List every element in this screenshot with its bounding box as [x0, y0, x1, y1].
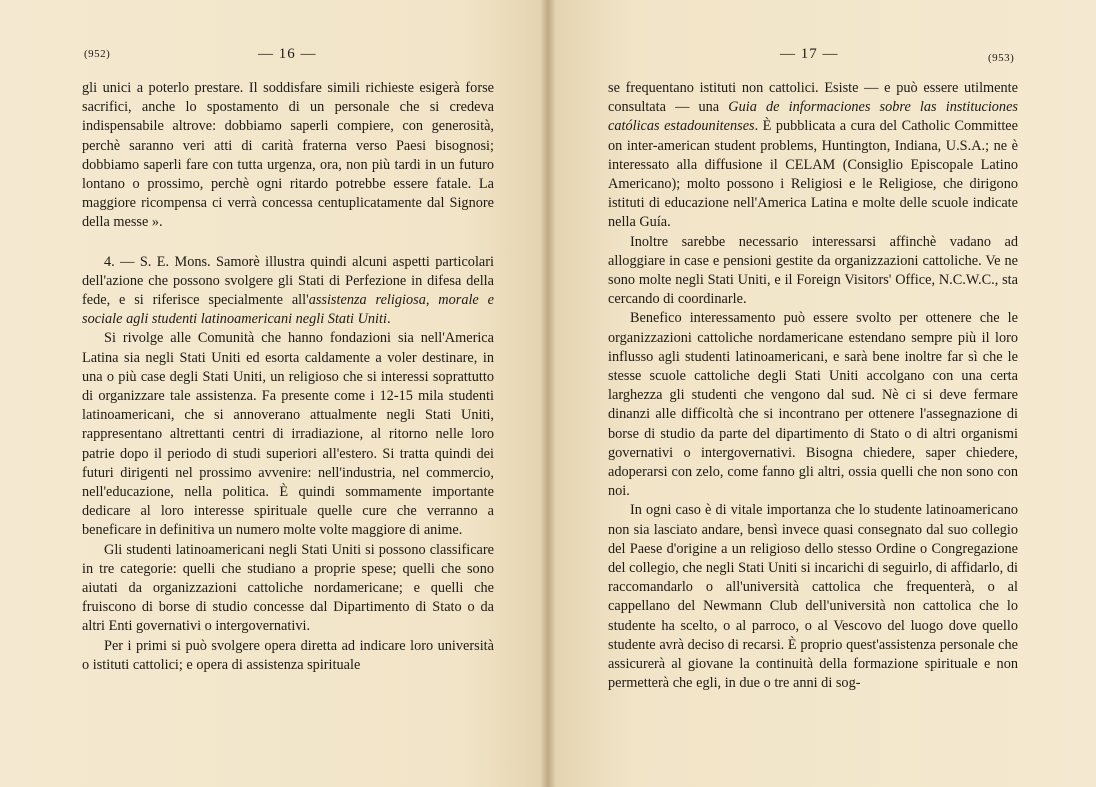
- paragraph: Inoltre sarebbe necessario interessarsi affinchè vadano ad alloggiare in case e pensioni gestite da organizzazioni cattoliche. Ve ne sono molte negli Stati Uniti, e il Foreign Visitors' Office, N.C.W.C., sta cercando di coordinarle.: [608, 233, 1018, 308]
- left-page-number: — 16 —: [258, 46, 317, 62]
- paragraph-text: . È pubblicata a cura del Catholic Committee on inter-american student problems, Huntington, Indiana, U.S.A.; ne è interessato alla diffusione il CELAM (Consiglio Episcopale Latino Americano); molto possono i Religiosi e le Religiose, che dirigono istituti di educazione nell'America Latina e molte delle scuole indicate nella Guía.: [608, 118, 1018, 231]
- paragraph: Gli studenti latinoamericani negli Stati Uniti si possono classificare in tre categorie: quelli che studiano a proprie spese; quelli che sono aiutati da organizzazioni cattoliche nordamericane; e quelli che fruiscono di borse di studio concesse dal Dipartimento di Stato o da altri Enti governativi o intergovernativi.: [82, 541, 494, 635]
- book-gutter: [540, 0, 556, 787]
- right-page-text: [608, 79, 1018, 694]
- left-page-text: [82, 79, 494, 675]
- paragraph: Si rivolge alle Comunità che hanno fondazioni sia nell'America Latina sia negli Stati Uniti ed esorta caldamente a voler destinare, in una o più case degli Stati Uniti, un religioso che si interessi soprattutto di organizzare tale assistenza. Fa presente come i 12-15 mila studenti latinoamericani, che si annoverano attualmente negli Stati Uniti, rappresentano altrettanti centri di irradiazione, al ritorno nelle loro patrie dopo il periodo di studi superiori all'estero. Si tratta quindi dei futuri dirigenti nel prossimo avvenire: nell'industria, nel commercio, nell'educazione, nella politica. È quindi sommamente importante dedicare al loro interesse spirituale quelle cure che verranno a beneficare in definitiva un numero molte volte maggiore di anime.: [82, 330, 494, 539]
- paragraph: [608, 79, 1018, 233]
- paragraph-text: 4. — S. E. Mons. Samorè illustra quindi alcuni aspetti particolari dell'azione che possono svolgere gli Stati di Perfezione in difesa della fede, e si riferisce specialmente all': [82, 253, 494, 309]
- left-source-page-number: (952): [84, 48, 111, 60]
- italic-title: Guia de informaciones sobre las instituciones católicas estadounitenses: [608, 99, 1018, 135]
- paragraph: [82, 253, 494, 330]
- paragraph: In ogni caso è di vitale importanza che lo studente latinoamericano non sia lasciato andare, bensì invece quasi consegnato dal suo collegio del Paese d'origine a un religioso dello stesso Ordine o Congregazione del collegio, che negli Stati Uniti si incarichi di seguirlo, di affidarlo, di raccomandarlo o all'università cattolica che frequenterà, o al cappellano del Newmann Club dell'università non cattolica che lo studente ha scelto, o al parroco, o al Vescovo del luogo dove quello studente avrà deciso di recarsi. È proprio quest'assistenza personale che assicurerà al giovane la continuità della formazione spirituale e non permetterà che egli, in due o tre anni di sog-: [608, 502, 1018, 692]
- right-source-page-number: (953): [988, 52, 1015, 64]
- paragraph-tail: .: [386, 311, 391, 328]
- paragraph-text: se frequentano istituti non cattolici. Esiste — e può essere utilmente consultata — una: [608, 80, 1018, 116]
- right-page: [548, 0, 1096, 787]
- italic-phrase: assistenza religiosa, morale e sociale agli studenti latinoamericani negli Stati Uniti: [82, 292, 494, 328]
- right-page-number: — 17 —: [780, 46, 839, 62]
- paragraph: Per i primi si può svolgere opera diretta ad indicare loro università o istituti cattolici; e opera di assistenza spirituale: [82, 637, 494, 673]
- paragraph: gli unici a poterlo prestare. Il soddisfare simili richieste esigerà forse sacrifici, anche lo spostamento di un personale che si credeva indispensabile altrove: dobbiamo saperli compiere, con generosità, perchè saranno veri atti di carità fraterna verso Paesi bisognosi; dobbiamo saperli fare con tutta urgenza, ora, non più tardi in un futuro lontano o prossimo, perchè ogni ritardo potrebbe essere fatale. La maggiore ricompensa ci verrà concessa centuplicatamente dal Signore della messe ».: [82, 80, 494, 231]
- paragraph: Benefico interessamento può essere svolto per ottenere che le organizzazioni cattoliche nordamericane estendano sempre più il loro influsso agli studenti latinoamericani, e sarà bene inoltre far sì che le stesse scuole cattoliche degli Stati Uniti accolgano con una certa larghezza gli studenti che vengono dal sud. Nè ci si deve fermare dinanzi alle difficoltà che si incontrano per ottenere l'assegnazione di borse di studio da parte del dipartimento di Stato o di altri organismi governativi o intergovernativi. Bisogna chiedere, saper chiedere, adoperarsi con zelo, come fanno gli altri, ossia quelli che non sono con noi.: [608, 310, 1018, 500]
